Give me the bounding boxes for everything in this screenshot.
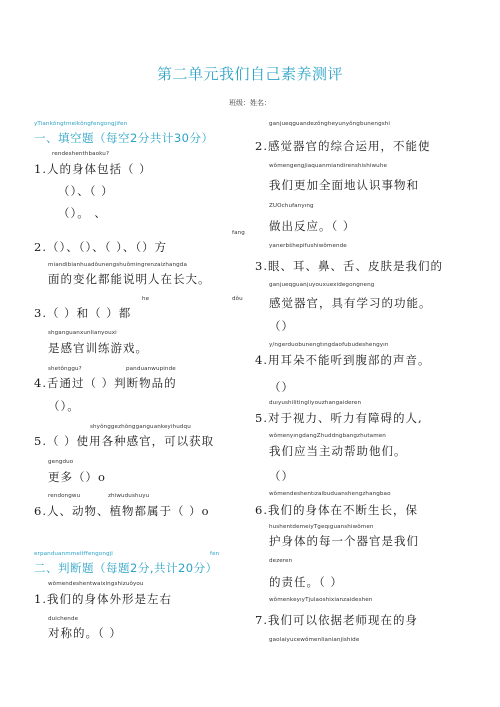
q3-pinyin-he: he — [142, 296, 150, 302]
j3-pinyin: yanerbŝhepifushiwŏmende — [269, 243, 347, 249]
j5-line2: 我们应当主动帮助他们。 — [269, 444, 407, 458]
j4-line1: 4.用耳朵不能听到腹部的声音。 — [255, 353, 431, 367]
section1-pinyin: yTiankŏngtmeikŏngfengongjifen — [34, 121, 128, 127]
q4-pinyin-a: shetŏnggu? — [48, 366, 82, 372]
j6-pinyin2: hushentdemeiyTgeqıguanshiwŏmen — [269, 524, 374, 530]
q2-line1: 2.（）、（）、（ ）、（）方 — [34, 240, 168, 254]
j5-pinyin: duıyushilitingliyouzhangaideren — [269, 400, 362, 406]
q5-pinyin: shyŏnggezhŏngganguankeyihudqu — [90, 424, 191, 430]
j6-line1: 6.我们的身体在不断生长，保 — [255, 503, 418, 517]
q6-line1: 6.人、动物、植物都属于（ ）o — [34, 504, 210, 518]
q4-line1: 4.舌通过（ ）判断物品的 — [34, 376, 177, 390]
j6-line3: 的责任。（ ） — [269, 575, 343, 589]
q5-pinyin2: gengduo — [48, 459, 74, 465]
j4-line2: （） — [269, 380, 294, 394]
j2-line1: 2.感觉器官的综合运用，不能使 — [255, 139, 431, 153]
q3-line1: 3.（ ）和（ ）都 — [34, 306, 132, 320]
j6-line2: 护身体的每一个器官是我们 — [269, 534, 419, 548]
j1-line1: 1.我们的身体外形是左右 — [34, 592, 172, 606]
q2-pinyin-fang: fang — [232, 230, 245, 236]
j1-line2: 对称的。（ ） — [48, 626, 122, 640]
q4-pinyin-b: panduanwupinde — [126, 366, 176, 372]
j2-pinyin: ganjueqguandezŏngheyunyŏngbunengshi — [269, 121, 391, 127]
j5-pinyin2: wŏmenyıngdangZhuddngbangzhutamen — [269, 433, 386, 439]
q1-line3: （）。 、 — [58, 206, 107, 220]
j7-pinyin2: gaolaiyucewŏmenlianianjishide — [269, 637, 360, 643]
q5-line1: 5.（ ）使用各种感官，可以获取 — [34, 434, 215, 448]
section2-heading: 二、判断题（每题2分,共计20分） — [34, 561, 218, 575]
q3-pinyin2: shganguanxunlianyouxi — [48, 330, 117, 336]
section2-pinyin: erpanduanmmeitffengongji — [34, 551, 113, 557]
q6-pinyin-a: rendongwu — [48, 493, 81, 499]
class-name-line: 班级：姓名： — [229, 99, 271, 107]
j1-pinyin: wŏmendeshentwaixingshizuŏyou — [48, 581, 144, 587]
j2-line2: 我们更加全面地认识事物和 — [269, 178, 419, 192]
q1-pinyin: rendeshenthbaoku? — [52, 151, 110, 157]
j6-pinyin3: dezeren — [269, 558, 293, 564]
j7-pinyin: wŏmenkeyıyTjulaoshixianzaideshen — [269, 597, 373, 603]
q3-line2: 是感官训练游戏。 — [48, 341, 148, 355]
q2-pinyin: miandibianhuadŏunengshuŏmingrenzaizhangda — [48, 262, 187, 268]
j5-line1: 5.对于视力、听力有障碍的人, — [255, 411, 423, 425]
j2-pinyin3: ZUOchufanyıng — [269, 203, 314, 209]
j3-line3: （） — [269, 319, 294, 333]
j3-line2: 感觉器官，具有学习的功能。 — [269, 296, 432, 310]
page-title: 第二单元我们自己素养测评 — [156, 65, 343, 83]
q3-pinyin-dou: dŏu — [232, 296, 243, 302]
j2-line3: 做出反应。（ ） — [269, 219, 356, 233]
j7-line1: 7.我们可以依据老师现在的身 — [255, 613, 418, 627]
q1-line2: （）、（ ） — [58, 184, 114, 198]
q5-line2: 更多（）o — [48, 470, 106, 484]
q6-pinyin-b: zhiwudushuyu — [108, 493, 150, 499]
j5-line3: （） — [269, 469, 294, 483]
j4-pinyin: y/ngerduobunengtıngdaofubudeshengyın — [269, 342, 389, 348]
j6-pinyin: wŏmendeshentızaibuduanshengzhangbao — [269, 491, 391, 497]
section1-heading: 一、填空题（每空2分共计30分） — [34, 131, 214, 145]
j3-pinyin2: ganjueqguanjuyouxuexidegongneng — [269, 282, 375, 288]
j2-pinyin2: wŏmengengjiaquanmiandirenshishiwuhe — [269, 163, 388, 169]
j1-pinyin2: duichende — [48, 616, 79, 622]
q4-line2: （）。 — [48, 399, 80, 413]
j3-line1: 3.眼、耳、鼻、舌、皮肤是我们的 — [255, 259, 443, 273]
q2-line2: 面的变化都能说明人在长大。 — [48, 272, 211, 286]
section2-pinyin-fen: fen — [210, 551, 220, 557]
q1-line1: 1.人的身体包括（ ） — [34, 162, 152, 176]
